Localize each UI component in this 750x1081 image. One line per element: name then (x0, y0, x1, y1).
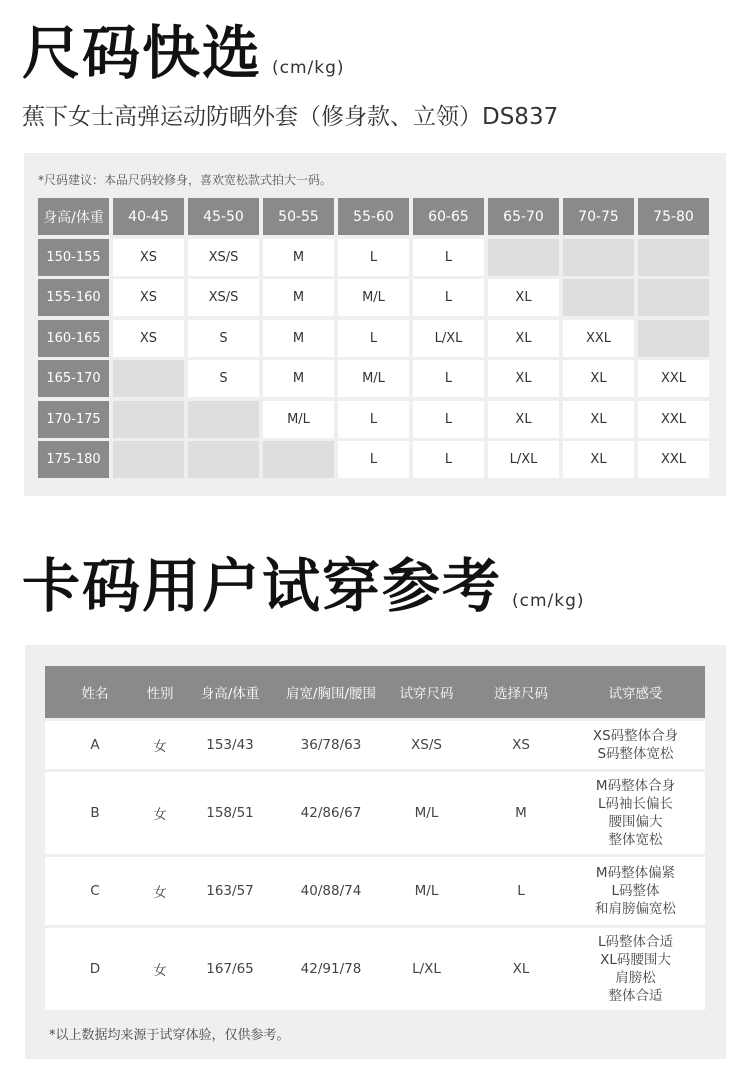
size-chart-table (38, 198, 709, 478)
weight-header: 75-80 (638, 198, 709, 235)
column-header: 选择尺码 (494, 686, 548, 702)
tryon-table-header (45, 666, 705, 718)
weight-header: 50-55 (263, 198, 334, 235)
cell-name: D (89, 961, 101, 977)
cell-gender: 女 (153, 963, 167, 979)
cell-chosen: M (515, 805, 527, 821)
cell-hw: 153/43 (206, 737, 254, 753)
cell-hw: 167/65 (206, 961, 254, 977)
cell-gender: 女 (153, 885, 167, 901)
column-header: 试穿尺码 (399, 686, 454, 702)
size-cell: L (338, 401, 409, 438)
size-cell: L (338, 239, 409, 276)
height-header: 170-175 (38, 401, 109, 438)
empty-cell (563, 279, 634, 316)
cell-body: 42/86/67 (300, 805, 362, 821)
height-header: 165-170 (38, 360, 109, 397)
cell-hw: 158/51 (206, 805, 254, 821)
tryon-table (45, 666, 705, 1010)
size-cell: XL (488, 401, 559, 438)
cell-gender: 女 (153, 739, 167, 755)
tryon-disclaimer: *以上数据均来源于试穿体验，仅供参考。 (49, 1028, 290, 1043)
size-cell: XL (563, 360, 634, 397)
column-header: 姓名 (81, 686, 109, 702)
empty-cell (113, 401, 184, 438)
column-header: 性别 (146, 686, 174, 702)
cell-name: C (90, 883, 100, 899)
size-cell: M/L (338, 279, 409, 316)
height-header: 160-165 (38, 320, 109, 357)
page-title: 尺码快选 (22, 19, 263, 87)
cell-tried: XS/S (411, 737, 442, 753)
empty-cell (488, 239, 559, 276)
size-cell: XS/S (188, 239, 259, 276)
weight-header: 60-65 (413, 198, 484, 235)
cell-chosen: L (517, 883, 525, 899)
size-cell: XL (563, 401, 634, 438)
weight-header: 65-70 (488, 198, 559, 235)
feel-line: 整体合适 (608, 988, 663, 1004)
column-header: 试穿感受 (608, 686, 663, 702)
size-cell: L (413, 441, 484, 478)
size-cell: XL (488, 320, 559, 357)
feel-line: S码整体宽松 (597, 746, 674, 762)
cell-tried: L/XL (412, 961, 441, 977)
feel-line: M码整体偏紧 (595, 865, 676, 881)
table-row (45, 857, 705, 925)
empty-cell (638, 279, 709, 316)
corner-header: 身高/体重 (38, 198, 109, 235)
size-quick-select-heading (22, 19, 345, 87)
size-cell: L (413, 360, 484, 397)
feel-line: L码整体合适 (597, 934, 674, 950)
cell-name: A (90, 737, 100, 753)
height-header: 175-180 (38, 441, 109, 478)
empty-cell (113, 360, 184, 397)
feel-line: XS码整体合身 (592, 728, 679, 744)
column-header: 身高/体重 (200, 686, 260, 702)
table-row (45, 928, 705, 1010)
size-cell: S (188, 320, 259, 357)
cell-body: 36/78/63 (300, 737, 362, 753)
unit-label: (cm/kg) (272, 58, 345, 78)
cell-tried: M/L (414, 805, 439, 821)
cell-chosen: XL (512, 961, 530, 977)
weight-header: 45-50 (188, 198, 259, 235)
height-header: 155-160 (38, 279, 109, 316)
size-cell: L/XL (488, 441, 559, 478)
weight-header: 40-45 (113, 198, 184, 235)
feel-line: 整体宽松 (608, 832, 663, 848)
size-cell: L (413, 279, 484, 316)
unit-label: (cm/kg) (512, 591, 585, 611)
size-cell: L (413, 239, 484, 276)
cell-feel (566, 864, 705, 918)
feel-line: 腰围偏大 (608, 814, 663, 830)
section-title: 卡码用户试穿参考 (22, 552, 503, 620)
size-cell: XS (113, 320, 184, 357)
cell-body: 40/88/74 (300, 883, 362, 899)
size-cell: M (263, 320, 334, 357)
size-cell: XS (113, 279, 184, 316)
size-cell: L (413, 401, 484, 438)
size-cell: XS/S (188, 279, 259, 316)
size-cell: L (338, 441, 409, 478)
size-cell: M/L (338, 360, 409, 397)
empty-cell (263, 441, 334, 478)
cell-name: B (90, 805, 100, 821)
cell-feel (566, 933, 705, 1005)
cell-feel (566, 727, 705, 763)
feel-line: 和肩膀偏宽松 (595, 901, 676, 917)
size-cell: XL (563, 441, 634, 478)
size-cell: M/L (263, 401, 334, 438)
size-cell: XS (113, 239, 184, 276)
cell-tried: M/L (414, 883, 439, 899)
cell-feel (566, 777, 705, 849)
size-cell: S (188, 360, 259, 397)
size-cell: M (263, 279, 334, 316)
weight-header: 70-75 (563, 198, 634, 235)
feel-line: M码整体合身 (595, 778, 676, 794)
tryon-panel (25, 645, 726, 1059)
size-cell: XXL (563, 320, 634, 357)
size-cell: M (263, 239, 334, 276)
product-name: 蕉下女士高弹运动防晒外套（修身款、立领）DS837 (22, 104, 559, 130)
feel-line: L码整体 (611, 883, 660, 899)
empty-cell (638, 320, 709, 357)
table-row (45, 772, 705, 854)
cell-chosen: XS (512, 737, 530, 753)
cell-body: 42/91/78 (300, 961, 362, 977)
feel-line: 肩膀松 (615, 970, 656, 986)
cell-hw: 163/57 (206, 883, 254, 899)
column-header: 肩宽/胸围/腰围 (285, 686, 377, 702)
empty-cell (563, 239, 634, 276)
empty-cell (113, 441, 184, 478)
tryon-heading (22, 552, 585, 620)
size-cell: XL (488, 360, 559, 397)
height-header: 150-155 (38, 239, 109, 276)
size-cell: XXL (638, 441, 709, 478)
table-row (45, 721, 705, 769)
size-cell: XL (488, 279, 559, 316)
empty-cell (188, 401, 259, 438)
empty-cell (188, 441, 259, 478)
size-chart-panel (24, 153, 726, 496)
feel-line: XL码腰围大 (600, 952, 671, 968)
size-cell: L (338, 320, 409, 357)
feel-line: L码袖长偏长 (597, 796, 674, 812)
size-cell: XXL (638, 401, 709, 438)
size-cell: XXL (638, 360, 709, 397)
size-cell: L/XL (413, 320, 484, 357)
weight-header: 55-60 (338, 198, 409, 235)
empty-cell (638, 239, 709, 276)
cell-gender: 女 (153, 807, 167, 823)
size-cell: M (263, 360, 334, 397)
size-advice-note: *尺码建议：本品尺码较修身，喜欢宽松款式拍大一码。 (38, 173, 333, 187)
